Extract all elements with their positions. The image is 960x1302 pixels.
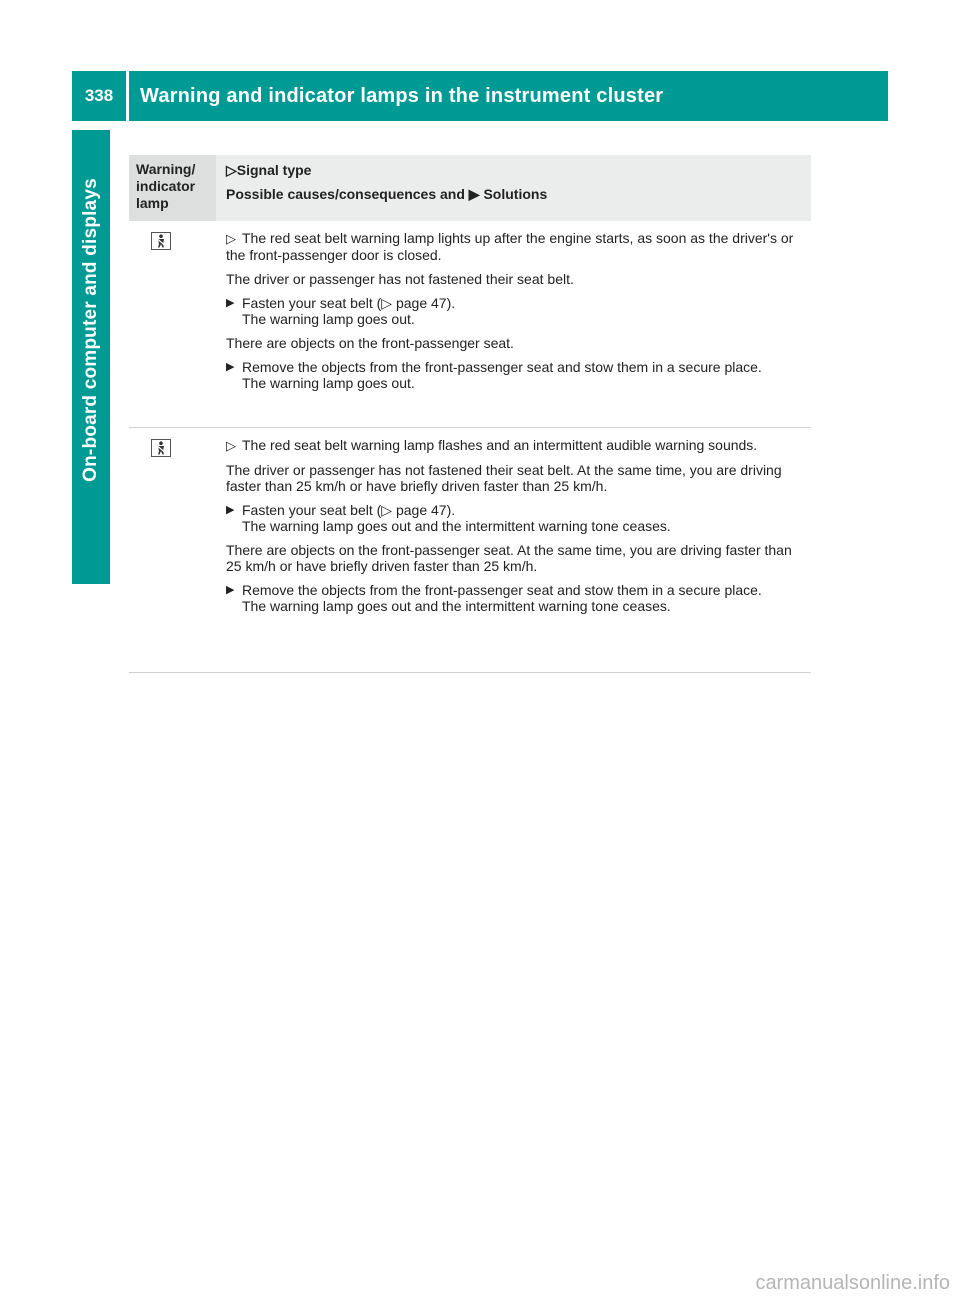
- column-header-signal: Signal type: [236, 162, 312, 178]
- column-header-main: [216, 155, 811, 221]
- page-title: Warning and indicator lamps in the instrument cluster: [129, 71, 888, 121]
- section-tab-label: On-board computer and displays: [80, 178, 101, 482]
- watermark-url[interactable]: carmanualsonline.info: [755, 1272, 950, 1294]
- column-header-causes: Possible causes/consequences and: [226, 186, 465, 202]
- action-arrow-icon: ▶: [226, 504, 235, 516]
- solution-result: The warning lamp goes out and the intermittent warning tone ceases.: [242, 518, 671, 534]
- table-row: [129, 221, 811, 428]
- page-reference: page 47).: [395, 295, 456, 311]
- cause-text: The driver or passenger has not fastened their seat belt. At the same time, you are driving faster than 25 km/h or have briefly driven faster than 25 km/h.: [226, 462, 782, 494]
- page-reference: page 47).: [395, 502, 456, 518]
- cause-text: There are objects on the front-passenger seat. At the same time, you are driving faster than 25 km/h or have briefly driven faster than 25 km/h.: [226, 542, 792, 574]
- solution-result: The warning lamp goes out.: [242, 311, 415, 327]
- column-header-solutions: Solutions: [483, 186, 548, 202]
- seat-belt-icon: [151, 439, 171, 457]
- signal-text: The red seat belt warning lamp lights up after the engine starts, as soon as the driver's or the front-passenger door is closed.: [226, 230, 794, 263]
- warning-lamp-table: [129, 155, 811, 673]
- page-ref-triangle-icon: ▷: [381, 502, 393, 518]
- table-row: [129, 428, 811, 673]
- solution-step: [226, 582, 801, 614]
- table-header: [129, 155, 811, 221]
- description-cell: [216, 428, 811, 672]
- solution-step: [226, 359, 801, 391]
- action-arrow-icon: ▶: [226, 584, 235, 596]
- action-arrow-icon: ▶: [468, 186, 480, 202]
- cause-text: The driver or passenger has not fastened their seat belt.: [226, 271, 574, 287]
- page-number: 338: [72, 71, 126, 121]
- column-header-lamp: Warning/ indicator lamp: [129, 155, 216, 221]
- description-cell: [216, 221, 811, 427]
- signal-triangle-icon: ▷: [226, 438, 236, 453]
- solution-result: The warning lamp goes out and the intermittent warning tone ceases.: [242, 598, 671, 614]
- signal-triangle-icon: ▷: [226, 162, 237, 178]
- cause-text: There are objects on the front-passenger seat.: [226, 335, 514, 351]
- solution-text: Remove the objects from the front-passenger seat and stow them in a secure place.: [242, 582, 762, 598]
- signal-triangle-icon: ▷: [226, 231, 236, 246]
- signal-text: The red seat belt warning lamp flashes and an intermittent audible warning sounds.: [242, 437, 758, 453]
- action-arrow-icon: ▶: [226, 297, 235, 309]
- lamp-cell: [129, 428, 216, 672]
- solution-text: Fasten your seat belt (: [242, 295, 382, 311]
- solution-text: Fasten your seat belt (: [242, 502, 382, 518]
- solution-step: [226, 502, 801, 534]
- solution-step: [226, 295, 801, 327]
- action-arrow-icon: ▶: [226, 361, 235, 373]
- page-ref-triangle-icon: ▷: [381, 295, 393, 311]
- section-tab-label-wrap: [72, 130, 110, 530]
- solution-result: The warning lamp goes out.: [242, 375, 415, 391]
- seat-belt-icon: [151, 232, 171, 250]
- lamp-cell: [129, 221, 216, 427]
- solution-text: Remove the objects from the front-passenger seat and stow them in a secure place.: [242, 359, 762, 375]
